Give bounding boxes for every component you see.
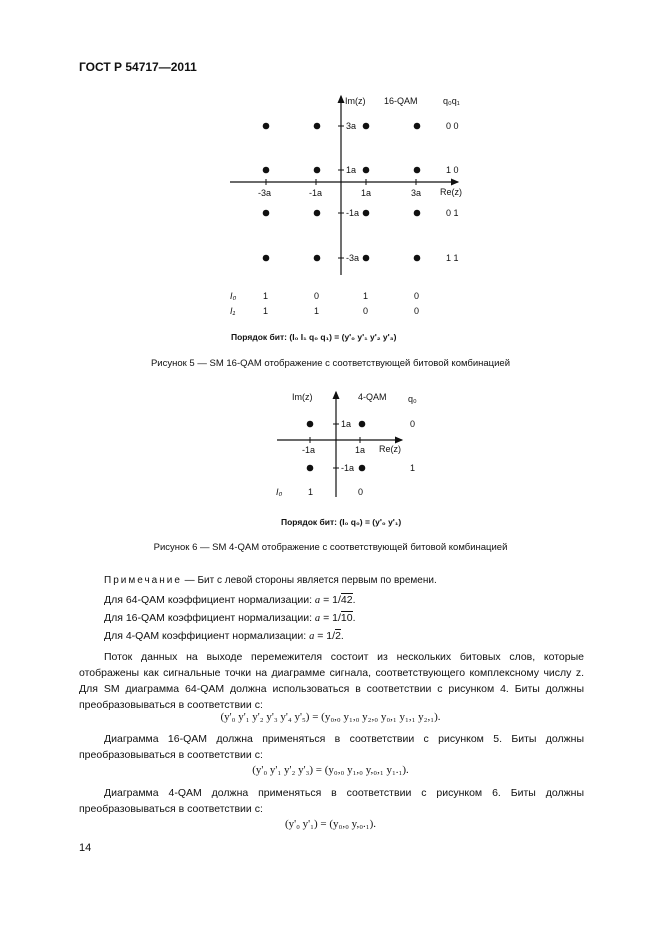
q-bits-row: 1 0 bbox=[446, 165, 459, 175]
y-tick-label: -3a bbox=[346, 253, 360, 263]
paragraph-1: Поток данных на выходе перемежителя состоит из нескольких битовых слов, которые отображены как сигнальные точки на диаграмме сигнала, соответствующего комплексному числу z. Для SM диаграмма 64-QAM должна использоваться в соответствии с рисунком 4. Биты должны преобразовываться в соответствии с: bbox=[79, 651, 584, 711]
norm-eq: = bbox=[314, 630, 327, 642]
formula-16qam: (y'₀ y'₁ y'₂ y'₃) = (y₀,₀ y₁,₀ y,₀,₁ y₁.₁). bbox=[252, 764, 409, 776]
re-axis-label: Re(z) bbox=[440, 187, 462, 197]
norm-dot: . bbox=[340, 630, 344, 642]
norm-64qam bbox=[104, 592, 356, 609]
document-header: ГОСТ Р 54717—2011 bbox=[79, 60, 197, 74]
y-tick-label: 1a bbox=[341, 419, 352, 429]
q-bits-row: 0 1 bbox=[446, 208, 459, 218]
norm-value: 10 bbox=[340, 612, 353, 624]
page-number: 14 bbox=[79, 842, 92, 854]
norm-4qam bbox=[104, 628, 344, 645]
constellation-point bbox=[359, 421, 366, 428]
formula-64qam: (y'₀ y'₁ y'₂ y'₃ y'₄ y'₅) = (y₀,₀ y₁,₀ y₂,₀ y₀,₁ y₁,₁ y₂,₁). bbox=[220, 711, 441, 723]
q-bits-header: q₀q₁ bbox=[443, 96, 460, 106]
i0-bit: 0 bbox=[314, 291, 320, 301]
i1-label: I₁ bbox=[230, 306, 236, 316]
y-tick-label: 1a bbox=[346, 165, 357, 175]
note bbox=[104, 573, 437, 589]
figure-5-caption: Рисунок 5 — SM 16-QAM отображение с соответствующей битовой комбинацией bbox=[150, 358, 511, 369]
i1-bit: 1 bbox=[263, 306, 269, 316]
bit-order-label: Порядок бит: (I₀ I₁ q₀ q₁) = (y'₀ y'₁ y'₂ y'₃) bbox=[231, 332, 397, 342]
norm-var: a bbox=[314, 595, 321, 606]
norm-label: Для 4-QAM коэффициент нормализации: bbox=[104, 630, 310, 642]
norm-dot: . bbox=[352, 594, 356, 606]
norm-frac: 1/ bbox=[332, 612, 341, 624]
norm-value: 42 bbox=[340, 594, 353, 606]
x-tick-label: 1a bbox=[361, 188, 372, 198]
constellation-point bbox=[359, 465, 366, 472]
x-tick-label: 1a bbox=[355, 445, 366, 455]
norm-var: a bbox=[309, 631, 315, 642]
norm-label: Для 16-QAM коэффициент нормализации: bbox=[104, 612, 315, 624]
i0-bit: 1 bbox=[308, 487, 314, 497]
paragraph-3: Диаграмма 4-QAM должна применяться в соответствии с рисунком 6. Биты должны преобразовываться в соответствии с: bbox=[79, 787, 584, 815]
q-bits-row: 0 0 bbox=[446, 121, 459, 131]
i0-label: I₀ bbox=[276, 487, 283, 497]
i0-label: I₀ bbox=[230, 291, 237, 301]
im-axis-label: Im(z) bbox=[345, 96, 366, 106]
i1-bit: 0 bbox=[363, 306, 369, 316]
norm-dot: . bbox=[352, 612, 356, 624]
constellation-point bbox=[307, 465, 314, 472]
x-tick-label: -1a bbox=[302, 445, 316, 455]
x-tick-label: 3a bbox=[411, 188, 422, 198]
note-label: Примечание bbox=[104, 575, 182, 586]
modulation-label: 4-QAM bbox=[358, 392, 387, 402]
y-tick-label: 3a bbox=[346, 121, 357, 131]
constellation-point bbox=[307, 421, 314, 428]
i0-bit: 1 bbox=[363, 291, 369, 301]
y-tick-label: -1a bbox=[341, 463, 355, 473]
norm-eq: = bbox=[320, 612, 333, 624]
i1-bit: 1 bbox=[314, 306, 320, 316]
y-tick-label: -1a bbox=[346, 208, 360, 218]
i0-bit: 0 bbox=[358, 487, 364, 497]
modulation-label: 16-QAM bbox=[384, 96, 418, 106]
norm-16qam bbox=[104, 610, 356, 627]
formula-4qam: (y'₀ y'₁) = (y₀,₀ y,₀.₁). bbox=[284, 818, 377, 830]
q-bits-header: q₀ bbox=[408, 394, 417, 404]
q-bits-row: 1 1 bbox=[446, 253, 459, 263]
i1-bit: 0 bbox=[414, 306, 420, 316]
norm-label: Для 64-QAM коэффициент нормализации: bbox=[104, 594, 315, 606]
norm-var: a bbox=[314, 613, 321, 624]
x-tick-label: -1a bbox=[309, 188, 323, 198]
i0-bit: 0 bbox=[414, 291, 420, 301]
im-axis-label: Im(z) bbox=[292, 392, 313, 402]
q-bits-row: 0 bbox=[410, 419, 416, 429]
figure-6-caption: Рисунок 6 — SM 4-QAM отображение с соответствующей битовой комбинацией bbox=[153, 542, 508, 553]
norm-frac: 1/ bbox=[332, 594, 341, 606]
bit-order-label: Порядок бит: (I₀ q₀) = (y'₀ y'₁) bbox=[281, 517, 402, 527]
paragraph-2: Диаграмма 16-QAM должна применяться в соответствии с рисунком 5. Биты должны преобразовываться в соответствии с: bbox=[79, 733, 584, 761]
x-tick-label: -3a bbox=[258, 188, 272, 198]
norm-value: 2 bbox=[335, 630, 341, 642]
norm-eq: = bbox=[320, 594, 333, 606]
re-axis-label: Re(z) bbox=[379, 444, 401, 454]
note-text: — Бит с левой стороны является первым по времени. bbox=[181, 575, 437, 586]
i0-bit: 1 bbox=[263, 291, 269, 301]
q-bits-row: 1 bbox=[410, 463, 416, 473]
norm-frac: 1/ bbox=[326, 630, 336, 642]
